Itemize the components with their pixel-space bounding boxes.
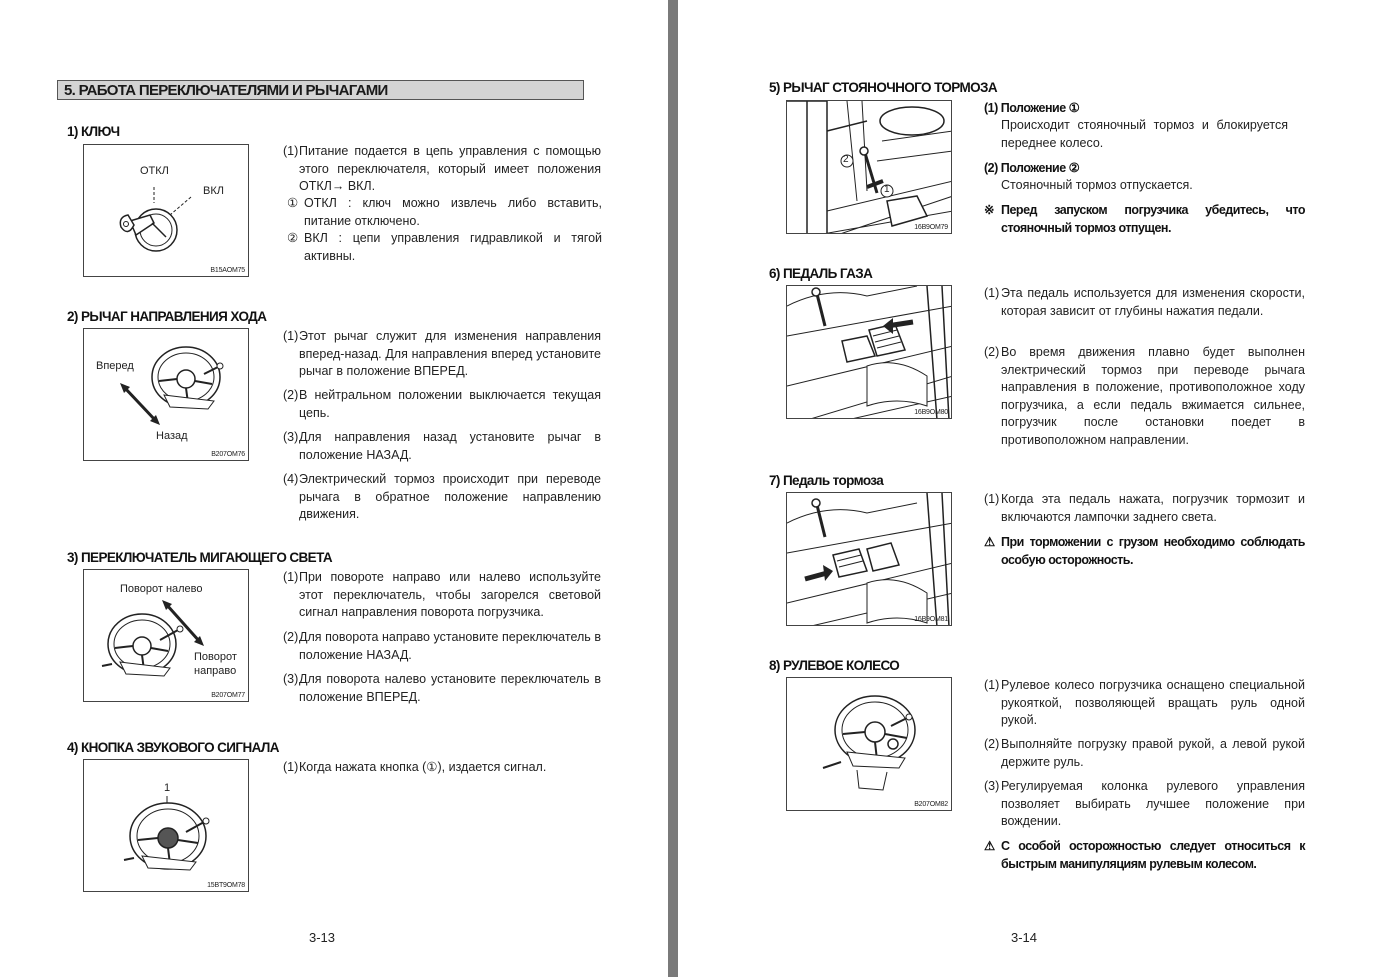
item-number: (2) (283, 388, 299, 402)
horn-illustration (84, 760, 249, 892)
figure-code: 15BT9OM78 (207, 882, 245, 889)
figure-code: B207OM77 (211, 692, 245, 699)
paragraph (984, 491, 1305, 526)
position-2-title: (2) Положение ② (984, 161, 1080, 175)
paragraph (984, 736, 1305, 771)
page-left (0, 0, 668, 977)
section-heading-direction-lever: 2) РЫЧАГ НАПРАВЛЕНИЯ ХОДА (67, 309, 267, 324)
warning-text: С особой осторожностью следует относиться к быстрым манипуляциям рулевым колесом. (1001, 839, 1305, 871)
figure-key-switch (83, 144, 249, 277)
item-number: (1) (984, 678, 1000, 692)
figure-code: B207OM82 (914, 801, 948, 808)
figure-direction-lever (83, 328, 249, 461)
item-text: ОТКЛ : ключ можно извлечь либо вставить, питание отключено. (304, 196, 602, 228)
figure-gas-pedal (786, 285, 952, 419)
figure-parking-brake (786, 100, 952, 234)
paragraph (283, 328, 601, 381)
section-heading-steering-wheel: 8) РУЛЕВОЕ КОЛЕСО (769, 658, 900, 673)
item-text: Когда эта педаль нажата, погрузчик тормозит и включаются лампочки заднего света. (1001, 492, 1305, 524)
figure-brake-pedal (786, 492, 952, 626)
item-number: (2) (283, 630, 299, 644)
figure-code: 16B9OM79 (914, 224, 948, 231)
figure-horn-button (83, 759, 249, 892)
position-1-text: Происходит стояночный тормоз и блокируется переднее колесо. (1001, 118, 1288, 150)
section-heading-key: 1) КЛЮЧ (67, 124, 120, 139)
page-number-left: 3-13 (309, 930, 336, 945)
item-text: Для поворота направо установите переключатель в положение НАЗАД. (299, 630, 601, 662)
item-text: Выполняйте погрузку правой рукой, а левой рукой держите руль. (1001, 737, 1305, 769)
item-number: (4) (283, 472, 299, 486)
paragraph (984, 344, 1305, 449)
item-number: (2) (984, 345, 1000, 359)
label-forward: Вперед (96, 360, 134, 372)
section-heading-brake-pedal: 7) Педаль тормоза (769, 473, 884, 488)
item-number: ① (287, 196, 299, 210)
paragraph (984, 778, 1305, 831)
page-number-right: 3-14 (1011, 930, 1038, 945)
page-right (678, 0, 1389, 977)
paragraph (984, 677, 1305, 730)
label-1: 1 (164, 782, 171, 794)
section-heading-horn: 4) КНОПКА ЗВУКОВОГО СИГНАЛА (67, 740, 279, 755)
figure-code: B207OM76 (211, 451, 245, 458)
item-text: Когда нажата кнопка (①), издается сигнал. (299, 760, 547, 774)
figure-steering-wheel (786, 677, 952, 811)
paragraph (283, 759, 601, 777)
item-text: Электрический тормоз происходит при переводе рычага в обратное положение направлению движения. (299, 472, 601, 521)
figure-code: B15AOM75 (210, 267, 245, 274)
item-text: Питание подается в цепь управления с помощью этого переключателя, который имеет положения ОТКЛ→ ВКЛ. (299, 144, 601, 193)
item-number: (1) (283, 570, 299, 584)
paragraph (283, 471, 601, 524)
label-turn-left: Поворот налево (120, 583, 203, 595)
paragraph (283, 629, 601, 664)
label-2: 2 (843, 154, 849, 165)
item-number: (3) (984, 779, 1000, 793)
paragraph (283, 387, 601, 422)
warning-icon: ⚠ (984, 535, 995, 549)
section-heading-parking-brake: 5) РЫЧАГ СТОЯНОЧНОГО ТОРМОЗА (769, 80, 998, 95)
paragraph (283, 671, 601, 706)
item-text: Рулевое колесо погрузчика оснащено специальной рукояткой, позволяющей вращать руль одной рукой. (1001, 678, 1305, 727)
note-mark: ※ (984, 203, 994, 217)
steering-warning (984, 838, 1305, 873)
figure-code: 16B9OM81 (914, 616, 948, 623)
brake-warning (984, 534, 1305, 569)
label-turn-right-2: направо (194, 665, 237, 677)
item-text: Эта педаль используется для изменения скорости, которая зависит от глубины нажатия педали. (1001, 286, 1305, 318)
paragraph (283, 429, 601, 464)
warning-text: При торможении с грузом необходимо соблюдать особую осторожность. (1001, 535, 1305, 567)
parking-brake-note (984, 202, 1305, 237)
figure-turn-signal (83, 569, 249, 702)
item-number: (3) (283, 430, 299, 444)
position-2-text: Стояночный тормоз отпускается. (1001, 178, 1193, 192)
section-heading-turn-signal: 3) ПЕРЕКЛЮЧАТЕЛЬ МИГАЮЩЕГО СВЕТА (67, 550, 333, 565)
item-number: (1) (984, 492, 1000, 506)
chapter-title: 5. РАБОТА ПЕРЕКЛЮЧАТЕЛЯМИ И РЫЧАГАМИ (57, 80, 584, 100)
paragraph (287, 195, 602, 230)
item-number: (3) (283, 672, 299, 686)
paragraph (984, 285, 1305, 320)
section-heading-gas-pedal: 6) ПЕДАЛЬ ГАЗА (769, 266, 873, 281)
parking-brake-illustration (787, 101, 952, 234)
item-text: Во время движения плавно будет выполнен электрический тормоз при переводе рычага направления в положение, противоположное ходу погрузчика, а если педаль вжимается сильнее, погрузчик после остановки поедет в противоположном направлении. (1001, 345, 1305, 447)
item-text: Для поворота налево установите переключатель в положение ВПЕРЕД. (299, 672, 601, 704)
figure-code: 16B9OM80 (914, 409, 948, 416)
item-number: (1) (283, 329, 299, 343)
item-number: ② (287, 231, 299, 245)
item-text: Этот рычаг служит для изменения направления вперед-назад. Для направления вперед установите рычаг в положение ВПЕРЕД. (299, 329, 601, 378)
item-number: (1) (984, 286, 1000, 300)
note-text: Перед запуском погрузчика убедитесь, что стояночный тормоз отпущен. (1001, 203, 1305, 235)
position-1-title: (1) Положение ① (984, 101, 1080, 115)
steering-wheel-illustration (787, 678, 952, 811)
item-text: При повороте направо или налево используйте этот переключатель, чтобы загорелся световой сигнал направления поворота погрузчика. (299, 570, 601, 619)
label-on: ВКЛ (203, 185, 224, 197)
label-turn-right-1: Поворот (194, 651, 237, 663)
paragraph (287, 230, 602, 265)
label-1: 1 (884, 184, 890, 195)
item-number: (1) (283, 144, 299, 158)
label-backward: Назад (156, 430, 188, 442)
gas-pedal-illustration (787, 286, 952, 419)
paragraph (283, 569, 601, 622)
item-text: ВКЛ : цепи управления гидравликой и тягой активны. (304, 231, 602, 263)
item-number: (1) (283, 760, 299, 774)
page-gutter (668, 0, 678, 977)
item-text: В нейтральном положении выключается текущая цепь. (299, 388, 601, 420)
item-number: (2) (984, 737, 1000, 751)
item-text: Регулируемая колонка рулевого управления позволяет выбирать лучшее положение при вождении. (1001, 779, 1305, 828)
label-off: ОТКЛ (140, 165, 169, 177)
brake-pedal-illustration (787, 493, 952, 626)
warning-icon: ⚠ (984, 839, 995, 853)
paragraph (283, 143, 601, 196)
item-text: Для направления назад установите рычаг в положение НАЗАД. (299, 430, 601, 462)
